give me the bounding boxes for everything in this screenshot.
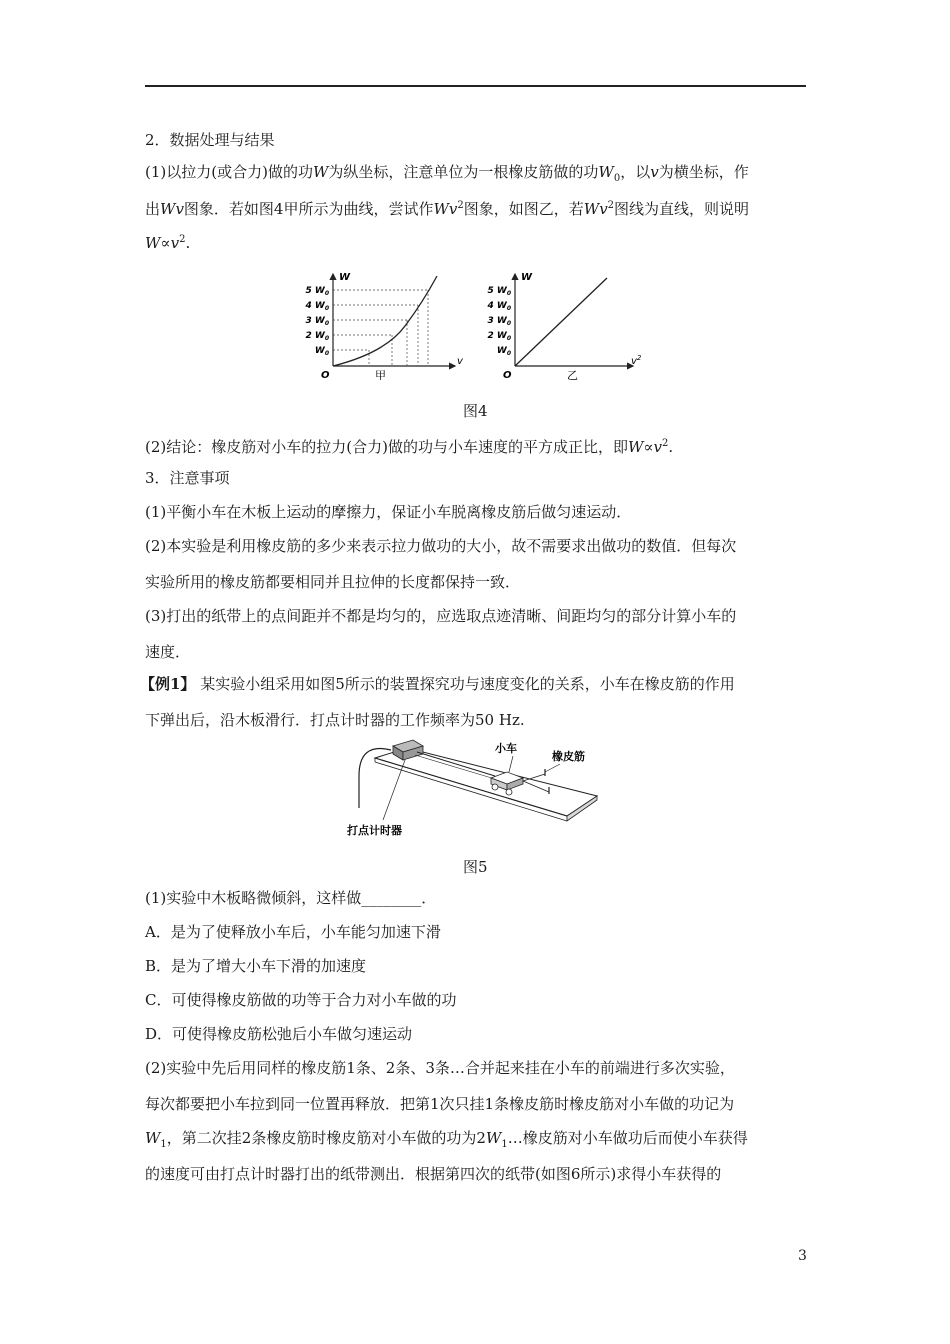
note-2-line-2: 实验所用的橡皮筋都要相同并且拉伸的长度都保持一致． — [145, 573, 521, 591]
left-tick-4: 4 $W_0$ — [305, 301, 329, 312]
left-plot-label: 甲 — [375, 369, 386, 380]
option-a: A．是为了使释放小车后，小车能匀加速下滑 — [145, 923, 441, 941]
page-number: 3 — [798, 1248, 807, 1264]
option-d: D．可使得橡皮筋松弛后小车做匀速运动 — [145, 1025, 413, 1043]
left-curve — [333, 276, 437, 366]
note-1: (1)平衡小车在木板上运动的摩擦力，保证小车脱离橡皮筋后做匀速运动． — [145, 503, 632, 521]
right-tick-1: $W_0$ — [496, 346, 511, 357]
plot-yi — [486, 272, 641, 380]
note-2-line-1: (2)本实验是利用橡皮筋的多少来表示拉力做功的大小，故不需要求出做功的数值．但每次 — [145, 537, 737, 555]
paragraph-1-line-3: $W\propto v^2$. — [145, 234, 191, 252]
question-2-line-4: 的速度可由打点计时器打出的纸带测出．根据第四次的纸带(如图6所示)求得小车获得的 — [145, 1165, 722, 1183]
plot-jia — [305, 272, 464, 380]
left-tick-2: 2 $W_0$ — [305, 331, 329, 342]
figure-5-caption: 图5 — [463, 858, 488, 876]
label-car: 小车 — [495, 742, 517, 755]
note-3-line-1: (3)打出的纸带上的点间距并不都是均匀的，应选取点迹清晰、间距均匀的部分计算小车的 — [145, 607, 737, 625]
question-2-line-3: $W_1$，第二次挂2条橡皮筋时橡皮筋对小车做的功为$2W_1\dots$橡皮筋对小车做功后而使小车获得 — [145, 1129, 748, 1150]
right-x-label: $v^2$ — [631, 354, 642, 367]
left-tick-5: 5 $W_0$ — [305, 286, 329, 297]
option-b: B．是为了增大小车下滑的加速度 — [145, 957, 367, 975]
right-tick-5: 5 $W_0$ — [487, 286, 511, 297]
right-tick-3: 3 $W_0$ — [487, 316, 511, 327]
example-line-1: 【例1】 某实验小组采用如图5所示的装置探究功与速度变化的关系，小车在橡皮筋的作用 — [140, 675, 735, 693]
right-plot-label: 乙 — [567, 369, 578, 380]
right-tick-2: 2 $W_0$ — [487, 331, 511, 342]
label-rubber-band: 橡皮筋 — [552, 750, 585, 763]
figure-4 — [305, 268, 645, 380]
paragraph-2: (2)结论：橡皮筋对小车的拉力(合力)做的功与小车速度的平方成正比，即$W\propto v^2$. — [145, 438, 674, 456]
left-origin: O — [321, 370, 330, 380]
left-tick-3: 3 $W_0$ — [305, 316, 329, 327]
header-rule — [145, 85, 806, 87]
right-tick-4: 4 $W_0$ — [487, 301, 511, 312]
left-tick-1: $W_0$ — [314, 346, 329, 357]
notes-heading: 3．注意事项 — [145, 469, 230, 487]
label-timer: 打点计时器 — [347, 824, 402, 837]
left-x-label: v — [457, 356, 463, 367]
section-heading: 2．数据处理与结果 — [145, 131, 275, 149]
left-y-label: W — [339, 272, 351, 283]
question-2-line-1: (2)实验中先后用同样的橡皮筋1条、2条、3条…合并起来挂在小车的前端进行多次实验， — [145, 1059, 735, 1077]
note-3-line-2: 速度． — [145, 643, 191, 661]
option-c: C．可使得橡皮筋做的功等于合力对小车做的功 — [145, 991, 457, 1009]
right-origin: O — [503, 370, 512, 380]
question-2-line-2: 每次都要把小车拉到同一位置再释放．把第1次只挂1条橡皮筋时橡皮筋对小车做的功记为 — [145, 1095, 735, 1113]
right-y-label: W — [521, 272, 533, 283]
example-line-2: 下弹出后，沿木板滑行．打点计时器的工作频率为50 Hz. — [145, 711, 525, 729]
question-1: (1)实验中木板略微倾斜，这样做________． — [145, 889, 437, 907]
figure-5 — [345, 736, 605, 840]
right-line — [515, 278, 607, 366]
paragraph-1-line-2: 出Wv图象．若如图4甲所示为曲线，尝试作Wv$^2$图象，如图乙，若Wv$^2$图线为直线，则说明 — [145, 200, 750, 218]
figure-4-caption: 图4 — [463, 402, 488, 420]
paragraph-1-line-1: (1)以拉力(或合力)做的功W为纵坐标，注意单位为一根橡皮筋做的功$W_0$，以v为横坐标，作 — [145, 163, 749, 184]
example-tag: 【例1】 — [140, 675, 196, 693]
